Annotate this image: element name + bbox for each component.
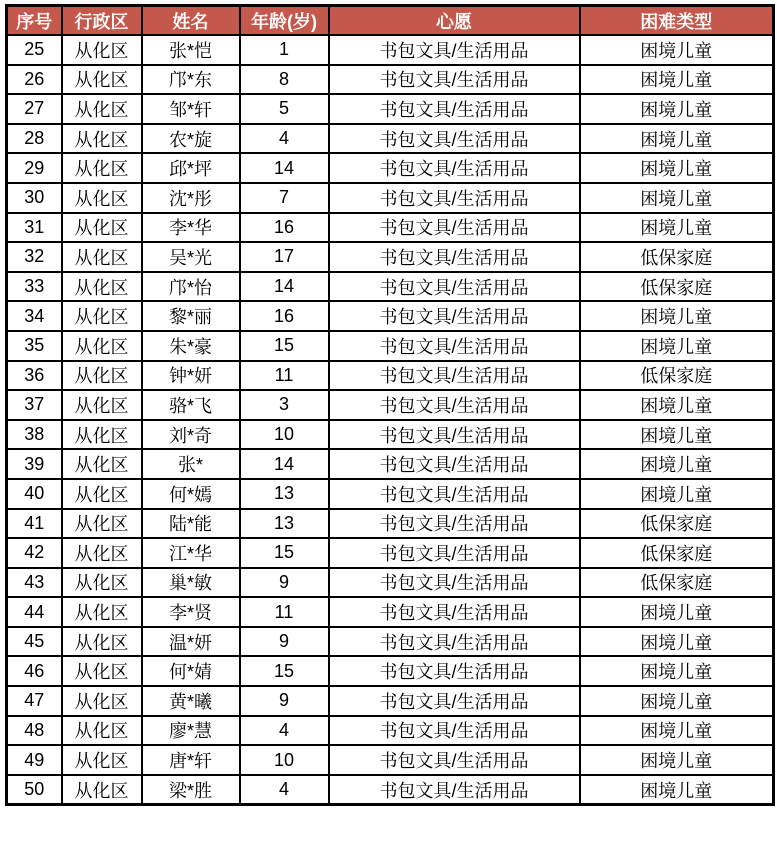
cell-district: 从化区 (62, 479, 142, 509)
cell-serial: 38 (7, 420, 62, 450)
cell-age: 16 (240, 301, 329, 331)
cell-age: 16 (240, 213, 329, 243)
table-row (7, 656, 774, 686)
table-row (7, 568, 774, 598)
cell-serial: 32 (7, 242, 62, 272)
cell-serial: 37 (7, 390, 62, 420)
cell-difficulty-type: 困境儿童 (580, 686, 774, 716)
table-row (7, 538, 774, 568)
cell-difficulty-type: 困境儿童 (580, 213, 774, 243)
table-row (7, 65, 774, 95)
cell-district: 从化区 (62, 183, 142, 213)
cell-serial: 34 (7, 301, 62, 331)
cell-difficulty-type: 低保家庭 (580, 242, 774, 272)
cell-wish: 书包文具/生活用品 (329, 390, 580, 420)
cell-age: 14 (240, 272, 329, 302)
cell-age: 13 (240, 509, 329, 539)
cell-name: 温*妍 (142, 627, 240, 657)
cell-difficulty-type: 困境儿童 (580, 420, 774, 450)
cell-name: 黄*曦 (142, 686, 240, 716)
cell-district: 从化区 (62, 716, 142, 746)
cell-district: 从化区 (62, 390, 142, 420)
cell-difficulty-type: 低保家庭 (580, 568, 774, 598)
cell-wish: 书包文具/生活用品 (329, 242, 580, 272)
cell-district: 从化区 (62, 597, 142, 627)
cell-district: 从化区 (62, 449, 142, 479)
table-row (7, 331, 774, 361)
cell-difficulty-type: 困境儿童 (580, 183, 774, 213)
cell-age: 10 (240, 420, 329, 450)
cell-wish: 书包文具/生活用品 (329, 597, 580, 627)
cell-age: 1 (240, 35, 329, 65)
cell-serial: 49 (7, 745, 62, 775)
cell-difficulty-type: 困境儿童 (580, 716, 774, 746)
cell-name: 何*嫣 (142, 479, 240, 509)
cell-difficulty-type: 困境儿童 (580, 331, 774, 361)
cell-name: 何*婧 (142, 656, 240, 686)
cell-district: 从化区 (62, 361, 142, 391)
cell-serial: 31 (7, 213, 62, 243)
cell-district: 从化区 (62, 775, 142, 805)
cell-wish: 书包文具/生活用品 (329, 153, 580, 183)
cell-age: 9 (240, 568, 329, 598)
cell-name: 吴*光 (142, 242, 240, 272)
table-row (7, 686, 774, 716)
cell-name: 邱*坪 (142, 153, 240, 183)
cell-name: 巢*敏 (142, 568, 240, 598)
cell-age: 7 (240, 183, 329, 213)
cell-difficulty-type: 困境儿童 (580, 745, 774, 775)
cell-wish: 书包文具/生活用品 (329, 627, 580, 657)
table-row (7, 94, 774, 124)
cell-serial: 30 (7, 183, 62, 213)
cell-age: 17 (240, 242, 329, 272)
cell-district: 从化区 (62, 627, 142, 657)
cell-name: 张*恺 (142, 35, 240, 65)
cell-name: 江*华 (142, 538, 240, 568)
cell-serial: 47 (7, 686, 62, 716)
cell-name: 唐*轩 (142, 745, 240, 775)
cell-name: 钟*妍 (142, 361, 240, 391)
column-header-wish: 心愿 (329, 6, 580, 36)
table-row (7, 479, 774, 509)
cell-serial: 44 (7, 597, 62, 627)
cell-wish: 书包文具/生活用品 (329, 361, 580, 391)
cell-district: 从化区 (62, 94, 142, 124)
cell-wish: 书包文具/生活用品 (329, 449, 580, 479)
cell-district: 从化区 (62, 124, 142, 154)
cell-age: 10 (240, 745, 329, 775)
cell-serial: 43 (7, 568, 62, 598)
cell-wish: 书包文具/生活用品 (329, 479, 580, 509)
cell-district: 从化区 (62, 745, 142, 775)
cell-serial: 26 (7, 65, 62, 95)
cell-difficulty-type: 困境儿童 (580, 656, 774, 686)
table-row (7, 597, 774, 627)
table-row (7, 242, 774, 272)
table-row (7, 745, 774, 775)
cell-difficulty-type: 低保家庭 (580, 538, 774, 568)
cell-wish: 书包文具/生活用品 (329, 716, 580, 746)
cell-district: 从化区 (62, 538, 142, 568)
cell-district: 从化区 (62, 656, 142, 686)
cell-serial: 40 (7, 479, 62, 509)
cell-district: 从化区 (62, 568, 142, 598)
cell-difficulty-type: 困境儿童 (580, 479, 774, 509)
cell-district: 从化区 (62, 686, 142, 716)
cell-difficulty-type: 低保家庭 (580, 272, 774, 302)
cell-name: 邹*轩 (142, 94, 240, 124)
cell-wish: 书包文具/生活用品 (329, 124, 580, 154)
cell-wish: 书包文具/生活用品 (329, 331, 580, 361)
cell-district: 从化区 (62, 65, 142, 95)
cell-wish: 书包文具/生活用品 (329, 213, 580, 243)
cell-name: 陆*能 (142, 509, 240, 539)
cell-serial: 29 (7, 153, 62, 183)
cell-wish: 书包文具/生活用品 (329, 301, 580, 331)
cell-name: 沈*彤 (142, 183, 240, 213)
cell-age: 11 (240, 361, 329, 391)
cell-difficulty-type: 困境儿童 (580, 390, 774, 420)
cell-age: 11 (240, 597, 329, 627)
cell-name: 刘*奇 (142, 420, 240, 450)
table-row (7, 627, 774, 657)
cell-age: 9 (240, 627, 329, 657)
cell-age: 9 (240, 686, 329, 716)
cell-difficulty-type: 困境儿童 (580, 449, 774, 479)
cell-serial: 36 (7, 361, 62, 391)
cell-age: 15 (240, 656, 329, 686)
cell-difficulty-type: 困境儿童 (580, 775, 774, 805)
cell-serial: 28 (7, 124, 62, 154)
table-body (7, 35, 774, 805)
column-header-district: 行政区 (62, 6, 142, 36)
column-header-age: 年龄(岁) (240, 6, 329, 36)
cell-wish: 书包文具/生活用品 (329, 65, 580, 95)
cell-age: 4 (240, 775, 329, 805)
table-row (7, 361, 774, 391)
cell-district: 从化区 (62, 242, 142, 272)
cell-age: 4 (240, 716, 329, 746)
cell-serial: 27 (7, 94, 62, 124)
table-row (7, 449, 774, 479)
cell-difficulty-type: 困境儿童 (580, 597, 774, 627)
table-row (7, 716, 774, 746)
cell-serial: 41 (7, 509, 62, 539)
cell-difficulty-type: 困境儿童 (580, 627, 774, 657)
cell-difficulty-type: 困境儿童 (580, 94, 774, 124)
table-row (7, 272, 774, 302)
cell-name: 张* (142, 449, 240, 479)
cell-serial: 35 (7, 331, 62, 361)
cell-district: 从化区 (62, 509, 142, 539)
table-row (7, 420, 774, 450)
cell-serial: 46 (7, 656, 62, 686)
cell-age: 15 (240, 331, 329, 361)
cell-wish: 书包文具/生活用品 (329, 509, 580, 539)
cell-wish: 书包文具/生活用品 (329, 745, 580, 775)
cell-serial: 45 (7, 627, 62, 657)
header-row (7, 6, 774, 36)
table-row (7, 509, 774, 539)
cell-age: 14 (240, 449, 329, 479)
table-row (7, 35, 774, 65)
cell-district: 从化区 (62, 272, 142, 302)
cell-difficulty-type: 困境儿童 (580, 65, 774, 95)
cell-district: 从化区 (62, 35, 142, 65)
wish-table (5, 4, 775, 806)
cell-age: 8 (240, 65, 329, 95)
cell-serial: 39 (7, 449, 62, 479)
cell-age: 15 (240, 538, 329, 568)
cell-wish: 书包文具/生活用品 (329, 538, 580, 568)
cell-wish: 书包文具/生活用品 (329, 775, 580, 805)
cell-difficulty-type: 困境儿童 (580, 153, 774, 183)
cell-name: 梁*胜 (142, 775, 240, 805)
cell-age: 13 (240, 479, 329, 509)
cell-serial: 42 (7, 538, 62, 568)
cell-age: 3 (240, 390, 329, 420)
table-row (7, 390, 774, 420)
column-header-name: 姓名 (142, 6, 240, 36)
table-head (7, 6, 774, 36)
table-row (7, 301, 774, 331)
table-row (7, 124, 774, 154)
cell-district: 从化区 (62, 213, 142, 243)
cell-wish: 书包文具/生活用品 (329, 272, 580, 302)
cell-serial: 50 (7, 775, 62, 805)
cell-difficulty-type: 低保家庭 (580, 361, 774, 391)
table-row (7, 183, 774, 213)
cell-name: 邝*怡 (142, 272, 240, 302)
cell-difficulty-type: 困境儿童 (580, 301, 774, 331)
cell-name: 朱*豪 (142, 331, 240, 361)
cell-serial: 25 (7, 35, 62, 65)
cell-district: 从化区 (62, 153, 142, 183)
cell-district: 从化区 (62, 331, 142, 361)
cell-name: 骆*飞 (142, 390, 240, 420)
cell-wish: 书包文具/生活用品 (329, 35, 580, 65)
column-header-difficulty-type: 困难类型 (580, 6, 774, 36)
cell-name: 李*贤 (142, 597, 240, 627)
cell-name: 邝*东 (142, 65, 240, 95)
column-header-serial: 序号 (7, 6, 62, 36)
cell-wish: 书包文具/生活用品 (329, 420, 580, 450)
cell-serial: 48 (7, 716, 62, 746)
cell-difficulty-type: 困境儿童 (580, 124, 774, 154)
cell-wish: 书包文具/生活用品 (329, 656, 580, 686)
table-row (7, 153, 774, 183)
cell-difficulty-type: 低保家庭 (580, 509, 774, 539)
cell-name: 廖*慧 (142, 716, 240, 746)
cell-age: 4 (240, 124, 329, 154)
cell-wish: 书包文具/生活用品 (329, 568, 580, 598)
cell-wish: 书包文具/生活用品 (329, 94, 580, 124)
table-row (7, 213, 774, 243)
cell-age: 5 (240, 94, 329, 124)
cell-wish: 书包文具/生活用品 (329, 686, 580, 716)
cell-wish: 书包文具/生活用品 (329, 183, 580, 213)
cell-name: 农*旋 (142, 124, 240, 154)
cell-district: 从化区 (62, 301, 142, 331)
cell-age: 14 (240, 153, 329, 183)
cell-difficulty-type: 困境儿童 (580, 35, 774, 65)
cell-district: 从化区 (62, 420, 142, 450)
cell-name: 黎*丽 (142, 301, 240, 331)
cell-serial: 33 (7, 272, 62, 302)
table-row (7, 775, 774, 805)
cell-name: 李*华 (142, 213, 240, 243)
